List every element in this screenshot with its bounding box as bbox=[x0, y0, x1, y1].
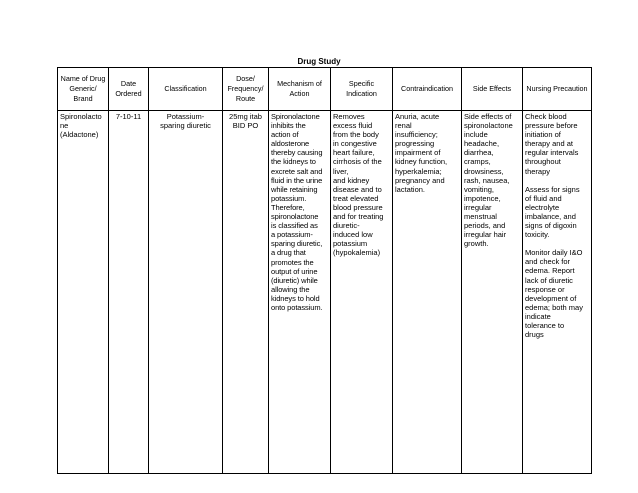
header-mechanism: Mechanism of Action bbox=[269, 68, 331, 111]
nursing-item: Assess for signs of fluid and electrolyte imbalance, and signs of digoxin toxicity. bbox=[525, 184, 580, 240]
cell-mechanism: Spironolactone inhibits the action of aldosterone thereby causing the kidneys to excrete salt and fluid in the urine while retaining potassium. Therefore, spironolactone is classified as a potassium- sparing diuretic, a drug that promotes the output of urine (diuretic) while allowing the kidneys to hold onto potassium. bbox=[269, 111, 331, 474]
header-date-ordered: Date Ordered bbox=[109, 68, 149, 111]
table-header-row bbox=[58, 68, 592, 111]
cell-dose: 25mg itab BID PO bbox=[223, 111, 269, 474]
header-drug-name: Name of Drug Generic/ Brand bbox=[58, 68, 109, 111]
table-row bbox=[58, 111, 592, 474]
cell-side-effects: Side effects of spironolactone include headache, diarrhea, cramps, drowsiness, rash, nausea, vomiting, impotence, irregular menstrual periods, and irregular hair growth. bbox=[462, 111, 523, 474]
cell-classification: Potassium- sparing diuretic bbox=[149, 111, 223, 474]
header-nursing-precaution: Nursing Precaution bbox=[523, 68, 592, 111]
cell-contraindication: Anuria, acute renal insufficiency; progressing impairment of kidney function, hyperkalemia; pregnancy and lactation. bbox=[393, 111, 462, 474]
nursing-item: Monitor daily I&O and check for edema. Report lack of diuretic response or development of edema; both may indicate tolerance to drugs bbox=[525, 248, 583, 340]
header-classification: Classification bbox=[149, 68, 223, 111]
header-side-effects: Side Effects bbox=[462, 68, 523, 111]
cell-drug-name: Spironolacto ne (Aldactone) bbox=[58, 111, 109, 474]
document-title: Drug Study bbox=[297, 57, 341, 66]
nursing-item: Check blood pressure before initiation of therapy and at regular intervals throughout therapy bbox=[525, 112, 579, 176]
header-contraindication: Contraindication bbox=[393, 68, 462, 111]
drug-study-table bbox=[57, 67, 592, 474]
header-dose: Dose/ Frequency/ Route bbox=[223, 68, 269, 111]
header-indication: Specific Indication bbox=[331, 68, 393, 111]
cell-date-ordered: 7-10-11 bbox=[109, 111, 149, 474]
cell-nursing-precaution bbox=[523, 111, 592, 474]
cell-indication: Removes excess fluid from the body in congestive heart failure, cirrhosis of the liver, and kidney disease and to treat elevated blood pressure and for treating diuretic- induced low potassium (hypokalemia) bbox=[331, 111, 393, 474]
